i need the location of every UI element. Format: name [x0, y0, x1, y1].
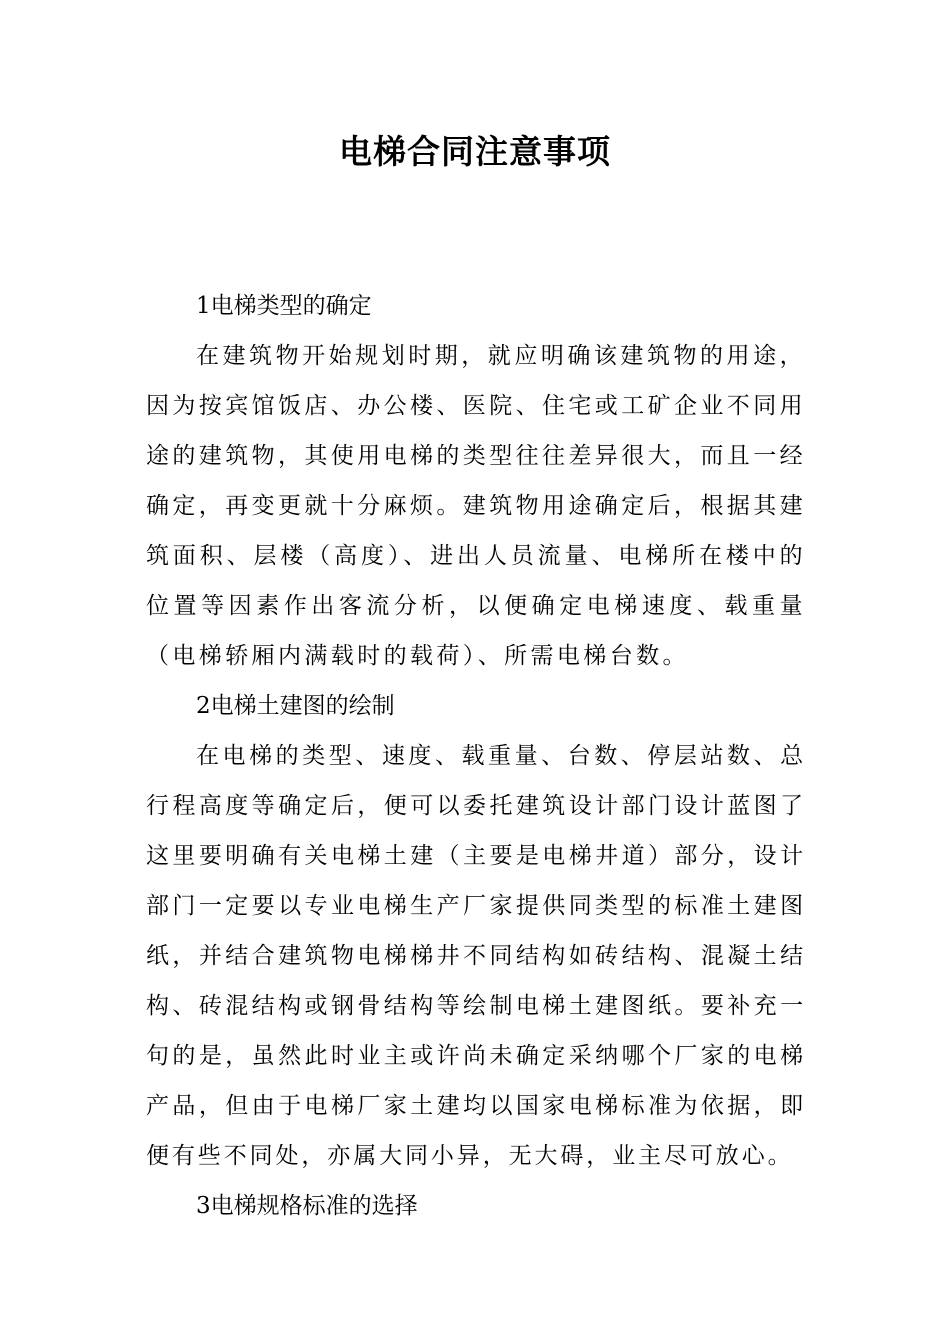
document-body — [146, 281, 806, 1231]
document-title: 电梯合同注意事项 — [339, 132, 611, 171]
section-3-heading: 3电梯规格标准的选择 — [196, 1193, 418, 1219]
section-2-heading: 2电梯土建图的绘制 — [196, 693, 395, 719]
section-1-heading: 1电梯类型的确定 — [196, 293, 372, 319]
section-2-paragraph: 在电梯的类型、速度、载重量、台数、停层站数、总行程高度等确定后，便可以委托建筑设计部门设计蓝图了这里要明确有关电梯土建（主要是电梯井道）部分，设计部门一定要以专业电梯生产厂家提供同类型的标准土建图纸，并结合建筑物电梯梯井不同结构如砖结构、混凝土结构、砖混结构或钢骨结构等绘制电梯土建图纸。要补充一句的是，虽然此时业主或许尚未确定采纳哪个厂家的电梯产品，但由于电梯厂家土建均以国家电梯标准为依据，即便有些不同处，亦属大同小异，无大碍，业主尽可放心。 — [146, 743, 806, 1169]
section-1-paragraph: 在建筑物开始规划时期，就应明确该建筑物的用途，因为按宾馆饭店、办公楼、医院、住宅或工矿企业不同用途的建筑物，其使用电梯的类型往往差异很大，而且一经确定，再变更就十分麻烦。建筑物用途确定后，根据其建筑面积、层楼（高度）、进出人员流量、电梯所在楼中的位置等因素作出客流分析，以便确定电梯速度、载重量（电梯轿厢内满载时的载荷）、所需电梯台数。 — [146, 343, 806, 669]
